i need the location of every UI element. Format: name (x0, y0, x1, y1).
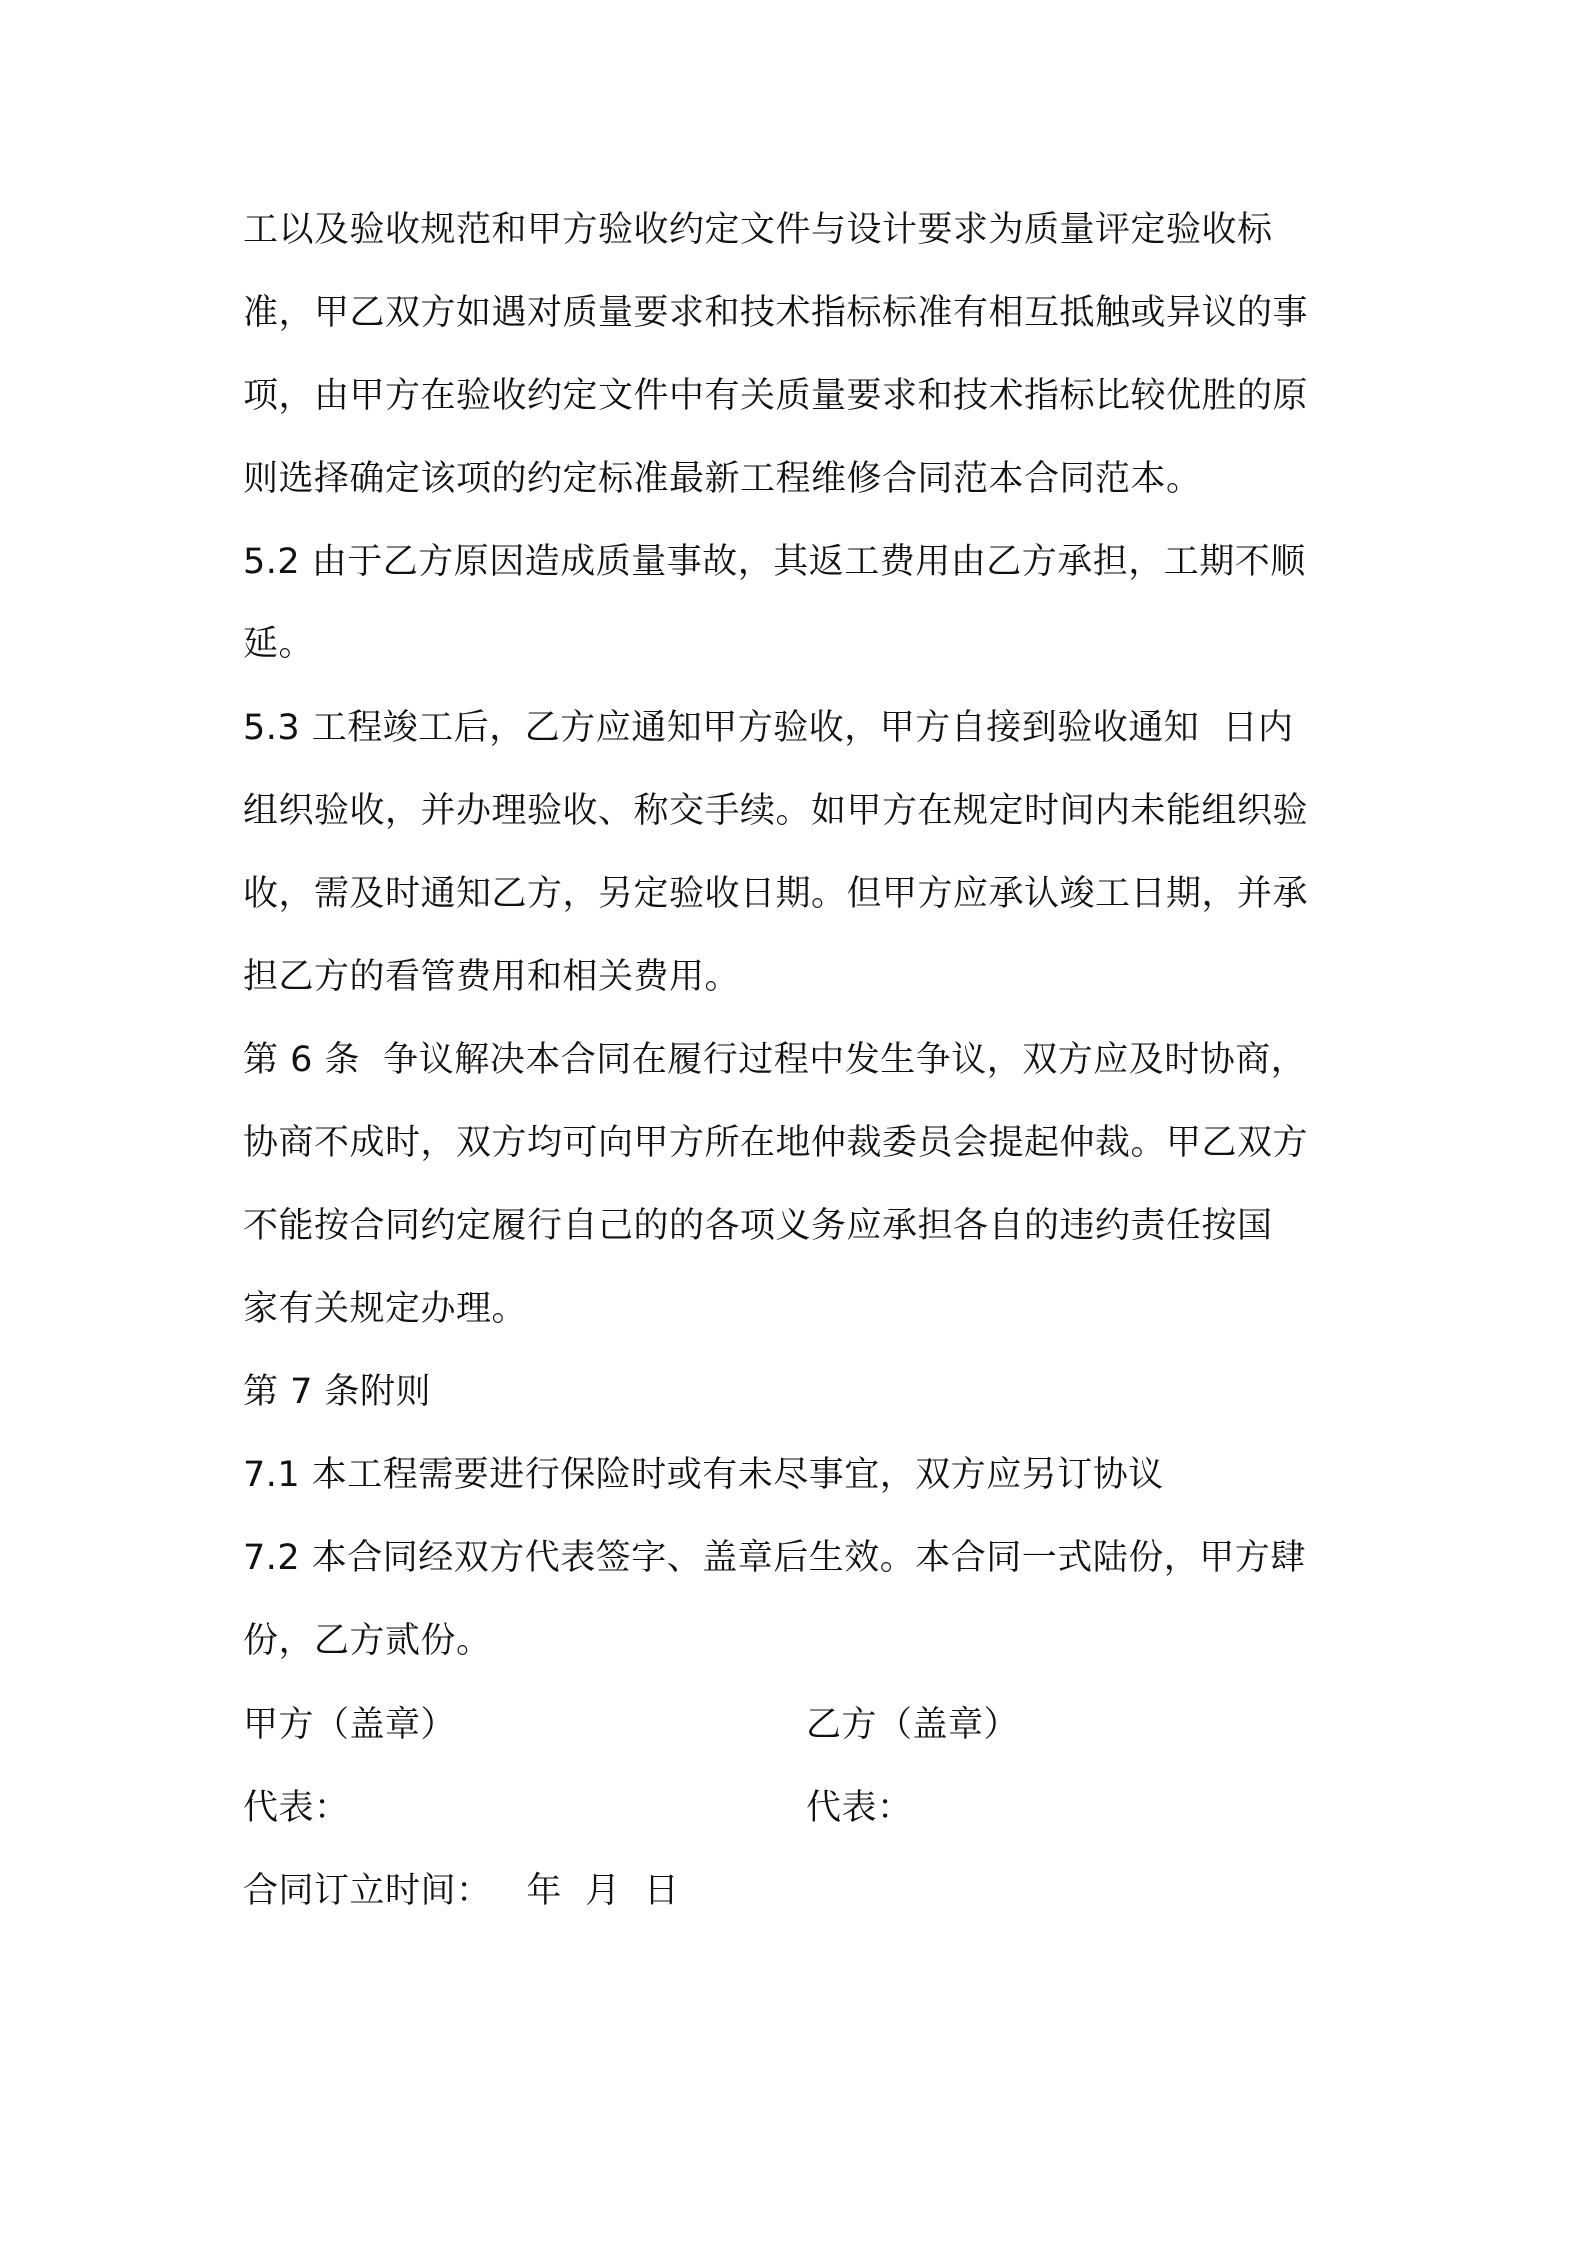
party-a-representative-label: 代表： (243, 1788, 350, 1828)
body-line-4: 则选择确定该项的约定标准最新工程维修合同范本合同范本。 (243, 459, 1202, 499)
clause-5-3-line-1: 5.3 工程竣工后，乙方应通知甲方验收，甲方自接到验收通知 日内 (243, 708, 1294, 748)
article-6-line-2: 协商不成时，双方均可向甲方所在地仲裁委员会提起仲裁。甲乙双方 (243, 1123, 1309, 1163)
clause-7-1: 7.1 本工程需要进行保险时或有未尽事宜，双方应另订协议 (243, 1455, 1164, 1495)
party-b-seal-label: 乙方（盖章） (806, 1705, 1020, 1745)
contract-date-label: 合同订立时间： 年 月 日 (243, 1871, 680, 1911)
body-line-1: 工以及验收规范和甲方验收约定文件与设计要求为质量评定验收标 (243, 210, 1273, 250)
clause-7-2-line-2: 份，乙方贰份。 (243, 1621, 492, 1661)
clause-5-2-line-2: 延。 (243, 624, 315, 664)
article-6-line-4: 家有关规定办理。 (243, 1289, 528, 1329)
clause-5-3-line-2: 组织验收，并办理验收、称交手续。如甲方在规定时间内未能组织验 (243, 791, 1309, 831)
party-b-representative-label: 代表： (806, 1788, 913, 1828)
body-line-3: 项，由甲方在验收约定文件中有关质量要求和技术指标比较优胜的原 (243, 376, 1309, 416)
article-6-line-3: 不能按合同约定履行自己的的各项义务应承担各自的违约责任按国 (243, 1206, 1273, 1246)
body-line-2: 准，甲乙双方如遇对质量要求和技术指标标准有相互抵触或异议的事 (243, 293, 1309, 333)
clause-7-2-line-1: 7.2 本合同经双方代表签字、盖章后生效。本合同一式陆份，甲方肆 (243, 1538, 1306, 1578)
clause-5-3-line-3: 收，需及时通知乙方，另定验收日期。但甲方应承认竣工日期，并承 (243, 874, 1309, 914)
party-a-seal-label: 甲方（盖章） (243, 1705, 457, 1745)
article-7-heading: 第 7 条附则 (243, 1372, 432, 1412)
clause-5-2-line-1: 5.2 由于乙方原因造成质量事故，其返工费用由乙方承担，工期不顺 (243, 542, 1306, 582)
clause-5-3-line-4: 担乙方的看管费用和相关费用。 (243, 957, 741, 997)
article-6-line-1: 第 6 条 争议解决本合同在履行过程中发生争议，双方应及时协商， (243, 1040, 1307, 1080)
